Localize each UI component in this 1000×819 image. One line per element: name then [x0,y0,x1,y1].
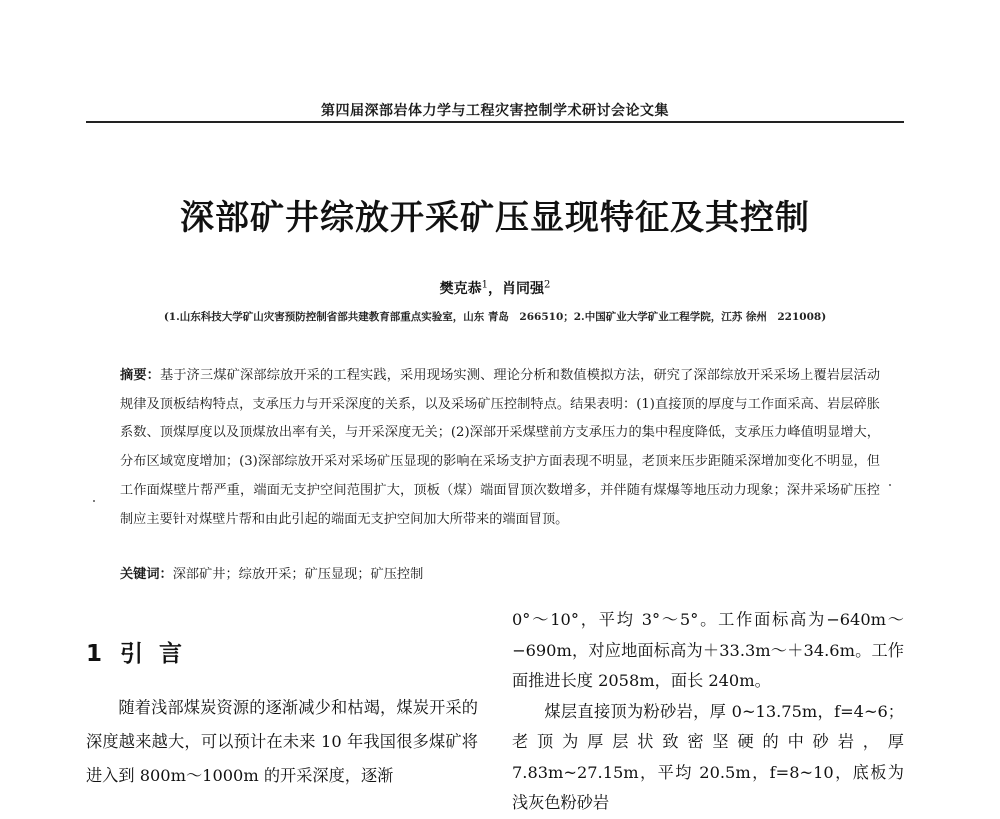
author-affiliation-mark: 2 [544,279,551,291]
section-heading [86,635,198,668]
body-paragraph: 煤层直接顶为粉砂岩，厚 0~13.75m，f=4~6；老顶为厚层状致密坚硬的中砂岩，厚 7.83m~27.15m，平均 20.5m，f=8~10，底板为浅灰色粉砂岩 [512,701,904,812]
paper-title: 深部矿井综放开采矿压显现特征及其控制 [180,198,810,238]
left-column [86,691,478,793]
abstract-text: 基于济三煤矿深部综放开采的工程实践，采用现场实测、理论分析和数值模拟方法，研究了深部综放开采采场上覆岩层活动规律及顶板结构特点，支承压力与开采深度的关系，以及采场矿压控制特点。结果表明：(1)直接顶的厚度与工作面采高、岩层碎胀系数、顶煤厚度以及顶煤放出率有关，与开采深度无关；(2)深部开采煤壁前方支承压力的集中程度降低，支承压力峰值明显增大，分布区域宽度增加；(3)深部综放开采对采场矿压显现的影响在采场支护方面表现不明显，老顶来压步距随采深增加变化不明显，但工作面煤壁片帮严重，端面无支护空间范围扩大，顶板（煤）端面冒顶次数增多，并伴随有煤爆等地压动力现象；深井采场矿压控制应主要针对煤壁片帮和由此引起的端面无支护空间加大所带来的端面冒顶。 [120,368,881,527]
affiliation-line: (1.山东科技大学矿山灾害预防控制省部共建教育部重点实验室，山东 青岛 266510；2.中国矿业大学矿业工程学院，江苏 徐州 221008) [163,311,827,323]
abstract-label: 摘要： [120,368,161,383]
author-name: 樊克恭 [439,281,482,297]
author-affiliation-mark: 1 [481,279,488,291]
author-line [86,278,904,298]
author-name: 肖同强 [502,281,544,297]
abstract [120,362,880,534]
body-paragraph: 0°～10°，平均 3°～5°。工作面标高为−640m～−690m，对应地面标高为＋33.3m～＋34.6m。工作面推进长度 2058m，面长 240m。 [512,610,904,690]
scan-speck [889,484,891,486]
header-rule [86,121,904,123]
section-title: 引言 [120,641,199,667]
right-column [512,605,904,819]
keywords-label: 关键词： [120,567,173,582]
scan-speck [93,500,95,502]
keywords-text: 深部矿井；综放开采；矿压显现；矿压控制 [172,567,424,582]
author-separator: ， [488,281,502,297]
body-paragraph: 随着浅部煤炭资源的逐渐减少和枯竭，煤炭开采的深度越来越大，可以预计在未来 10 年我国很多煤矿将进入到 800m～1000m 的开采深度，逐渐 [86,698,478,785]
section-number: 1 [86,641,107,667]
running-header: 第四届深部岩体力学与工程灾害控制学术研讨会论文集 [321,103,669,119]
keywords [120,562,880,588]
